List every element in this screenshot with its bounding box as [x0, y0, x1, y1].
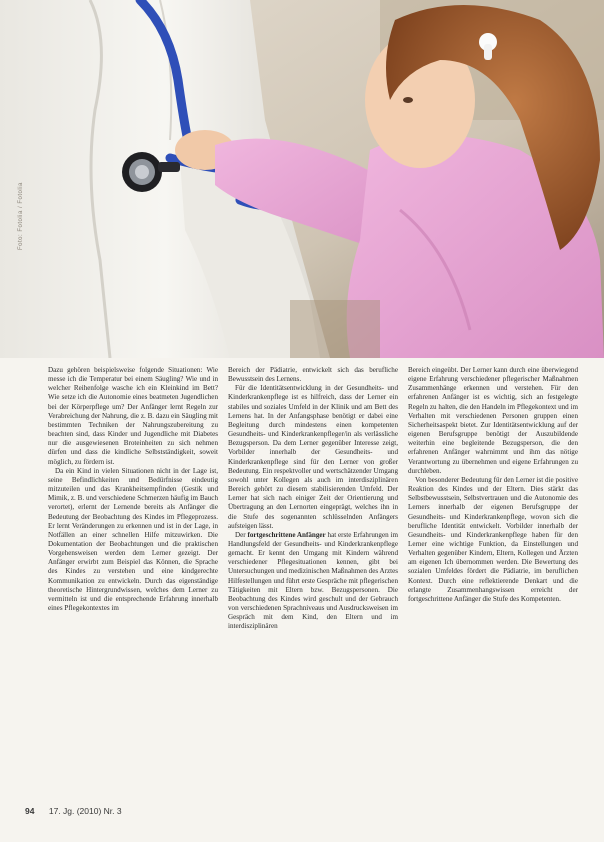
photo-credit: Foto: Fotolia / Fotolia: [18, 182, 24, 250]
article-body: [48, 366, 578, 806]
paragraph: [228, 531, 398, 632]
page-footer: [25, 806, 122, 816]
page-number: 94: [25, 806, 35, 816]
article-photo: [0, 0, 604, 358]
text-column-3: [408, 366, 578, 806]
bold-term: fortgeschrittene Anfänger: [247, 530, 326, 539]
paragraph-text: hat erste Erfahrungen im Handlungsfeld der Gesundheits- und Kinderkrankenpflege gemacht. Er kennt den Umgang mit Kindern während verschiedener Pflegesituationen kennen, gibt bei Untersuchungen und medizinischen Maßnahmen des Arztes Hilfestellungen und führt erste Gespräche mit pflegerischen Tätigkeiten mit Eltern bzw. Bezugspersonen. Die Beobachtung des Kindes wird geschult und der Gebrauch von verschiedenen Sprachniveaus und Ausdrucksweisen im Gespräch mit dem Kind, den Eltern und im interdisziplinären: [228, 530, 398, 631]
paragraph: Für die Identitätsentwicklung in der Gesundheits- und Kinderkrankenpflege ist es hilfreich, dass der Lerner ein stabiles und soziales Umfeld in der Klinik und am Bett des Lernens hat. In der Anfangsphase benötigt er dabei eine Begleitung durch mindestens einen kompetenten Gesundheits- und Kinderkrankenpfleger/in als verlässliche Bezugsperson. Da dem Lerner gegenüber Interesse zeigt, Vorbilder innerhalb der Gesundheits- und Kinderkrankenpflege sind für den Lerner von großer Bedeutung. Ein respektvoller und wertschätzender Umgang sowohl unter Kollegen als auch im interdisziplinären Bereich gehört zu diesem stabilisierenden Umfeld. Der Lerner hat sich nach einiger Zeit der Orientierung und Übertragung an den Lernorten eingeprägt, welches ihn in die Stufe des sogenannten schlüsselnden Anfängers aufsteigen lässt.: [228, 384, 398, 530]
paragraph: Da ein Kind in vielen Situationen nicht in der Lage ist, seine Befindlichkeiten und Bedürfnisse eindeutig mitzuteilen und das Krankheitsempfinden (Gestik und Mimik, z. B. und verschiedene Schmerzen häufig im Bauch verortet), erlernt der Lernende bereits als Anfänger die Bedeutung der Beobachtung des Kindes im Pflegeprozess. Er lernt Veränderungen zu erkennen und ist in der Lage, in Notfällen an einer schnellen Hilfe mitzuwirken. Die Dokumentation der Beobachtungen und die praktischen Vorgehensweisen werden dem Lerner gezeigt. Der Anfänger erwirbt zum Beispiel das Können, die Sprache des Kindes zu verstehen und eine kindgerechte Kommunikation zu entwickeln. Durch das eigenständige theoretische Hintergrundwissen, welches dem Lerner zu vermitteln ist und die entsprechende Erfahrung innerhalb eines Pflegekontextes im: [48, 466, 218, 613]
doctor-child-stethoscope-image: [0, 0, 604, 358]
paragraph: Bereich der Pädiatrie, entwickelt sich das berufliche Bewusstsein des Lernens.: [228, 366, 398, 384]
paragraph: Von besonderer Bedeutung für den Lerner ist die positive Reaktion des Kindes und der Eltern. Dies stärkt das Selbstbewusstsein, Selbstvertrauen und die Autonomie des Lerners innerhalb der eigenen Berufsgruppe der Gesundheits- und Kinderkrankenpflege, wovon sich die berufliche Identität entwickelt. Vorbilder innerhalb der Gesundheits- und Kinderkrankenpflege haben für den Lerner eine wichtige Funktion, da Einstellungen und Verhalten gegenüber Kindern, Eltern, Kollegen und Ärzten am eigenen Ich übernommen werden. Die Bewertung des sozialen Umfeldes fördert die Pädiatrie, im beruflichen Kontext. Durch eine reflektierende Denkart und die erlangte Zusammenhangswissen erreicht der fortgeschrittene Anfänger die Stufe des Kompetenten.: [408, 475, 578, 603]
paragraph: Dazu gehören beispielsweise folgende Situationen: Wie messe ich die Temperatur bei einem Säugling? Wie und in welcher Reihenfolge wasche ich ein Kleinkind im Bett? Wie setze ich die Autonomie eines beatmeten Jugendlichen bei der Körperpflege um? Der Anfänger lernt Regeln zur Verabreichung der Nahrung, die z. B. dazu ein Säugling mit bestimmten Techniken der Nahrungszubereitung zu beachten sind, dass Kinder und Jugendliche mit Diabetes nur die ausgewiesenen Broteinheiten zu sich nehmen dürfen und dass die kindliche Selbstständigkeit, soweit möglich, zu fördern ist.: [48, 366, 218, 466]
paragraph: Bereich eingeübt. Der Lerner kann durch eine überwiegend eigene Erfahrung verschiedener pflegerischer Maßnahmen Zusammenhänge erkennen und verstehen. Für den erfahrenen Anfänger ist es wichtig, sich an festgelegte Regeln zu halten, die den Handeln im Pflegekontext und im Verhalten mit verschiedenen Personen gruppen einen Sicherheitsaspekt bietet. Zur Identitätsentwicklung auf der eigenen Berufsgruppe benötigt der Auszubildende weiterhin eine begleitende Bezugsperson, die den erfahrenen Anfänger wahrnimmt und ihm das nötige Verantwortung zu übernehmen und eigene Erfahrungen zu durchleben.: [408, 366, 578, 475]
paragraph-lead: Der: [235, 530, 248, 539]
text-column-1: [48, 366, 218, 806]
text-column-2: [228, 366, 398, 806]
issue-info: 17. Jg. (2010) Nr. 3: [48, 806, 122, 816]
